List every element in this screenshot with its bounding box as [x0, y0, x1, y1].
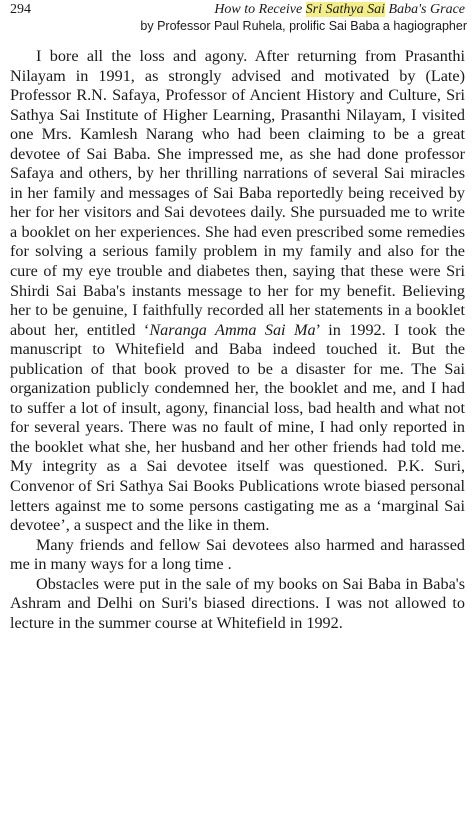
running-title	[214, 2, 465, 18]
title-highlight: Sri Sathya Sai	[305, 2, 386, 17]
paragraph-1-part-b: ’ in 1992. I took the manuscript to Whitefield and Baba indeed touched it. But the publication of that book proved to be a disaster for me. The Sai organization publicly condemned her, the booklet and me, and I had to suffer a lot of insult, agony, financial loss, bad health and what not for several years. There was no fault of mine, I had only reported in the booklet what she, her husband and her other friends had told me. My integrity as a Sai devotee itself was questioned. P.K. Suri, Convenor of Sri Sathya Sai Books Publications wrote biased personal letters against me to some persons castigating me as a ‘marginal Sai devotee’, a suspect and the like in them.	[10, 320, 465, 535]
page-number: 294	[10, 2, 31, 17]
paragraph-1-part-a: I bore all the loss and agony. After returning from Prasanthi Nilayam in 1991, as strongly advised and motivated by (Late) Professor R.N. Safaya, Professor of Ancient History and Culture, Sri Sathya Sai Institute of Higher Learning, Prasanthi Nilayam, I visited one Mrs. Kamlesh Narang who had been claiming to be a great devotee of Sai Baba. She impressed me, as she had done professor Safaya and others, by her thrilling narrations of several Sai miracles in her family and messages of Sai Baba reportedly being received by her for her visitors and Sai devotees daily. She pursuaded me to write a booklet on her experiences. She had even prescribed some remedies for solving a serious family problem in my family and also for the cure of my eye trouble and diabetes then, saying that these were Sri Shirdi Sai Baba's instants message to her for my benefit. Believing her to be genuine, I faithfully recorded all her statements in a booklet about her, entitled ‘	[10, 47, 465, 339]
paragraph-2: Many friends and fellow Sai devotees also harmed and harassed me in many ways for a long time .	[10, 535, 465, 574]
book-title: Naranga Amma Sai Ma	[149, 320, 316, 339]
paragraph-1	[10, 47, 465, 536]
body-text	[10, 47, 465, 633]
paragraph-3: Obstacles were put in the sale of my books on Sai Baba in Baba's Ashram and Delhi on Suri's biased directions. I was not allowed to lecture in the summer course at Whitefield in 1992.	[10, 574, 465, 632]
byline: by Professor Paul Ruhela, prolific Sai Baba a hagiographer	[140, 19, 467, 33]
title-suffix: Baba's Grace	[385, 2, 465, 17]
title-prefix: How to Receive	[214, 2, 306, 17]
